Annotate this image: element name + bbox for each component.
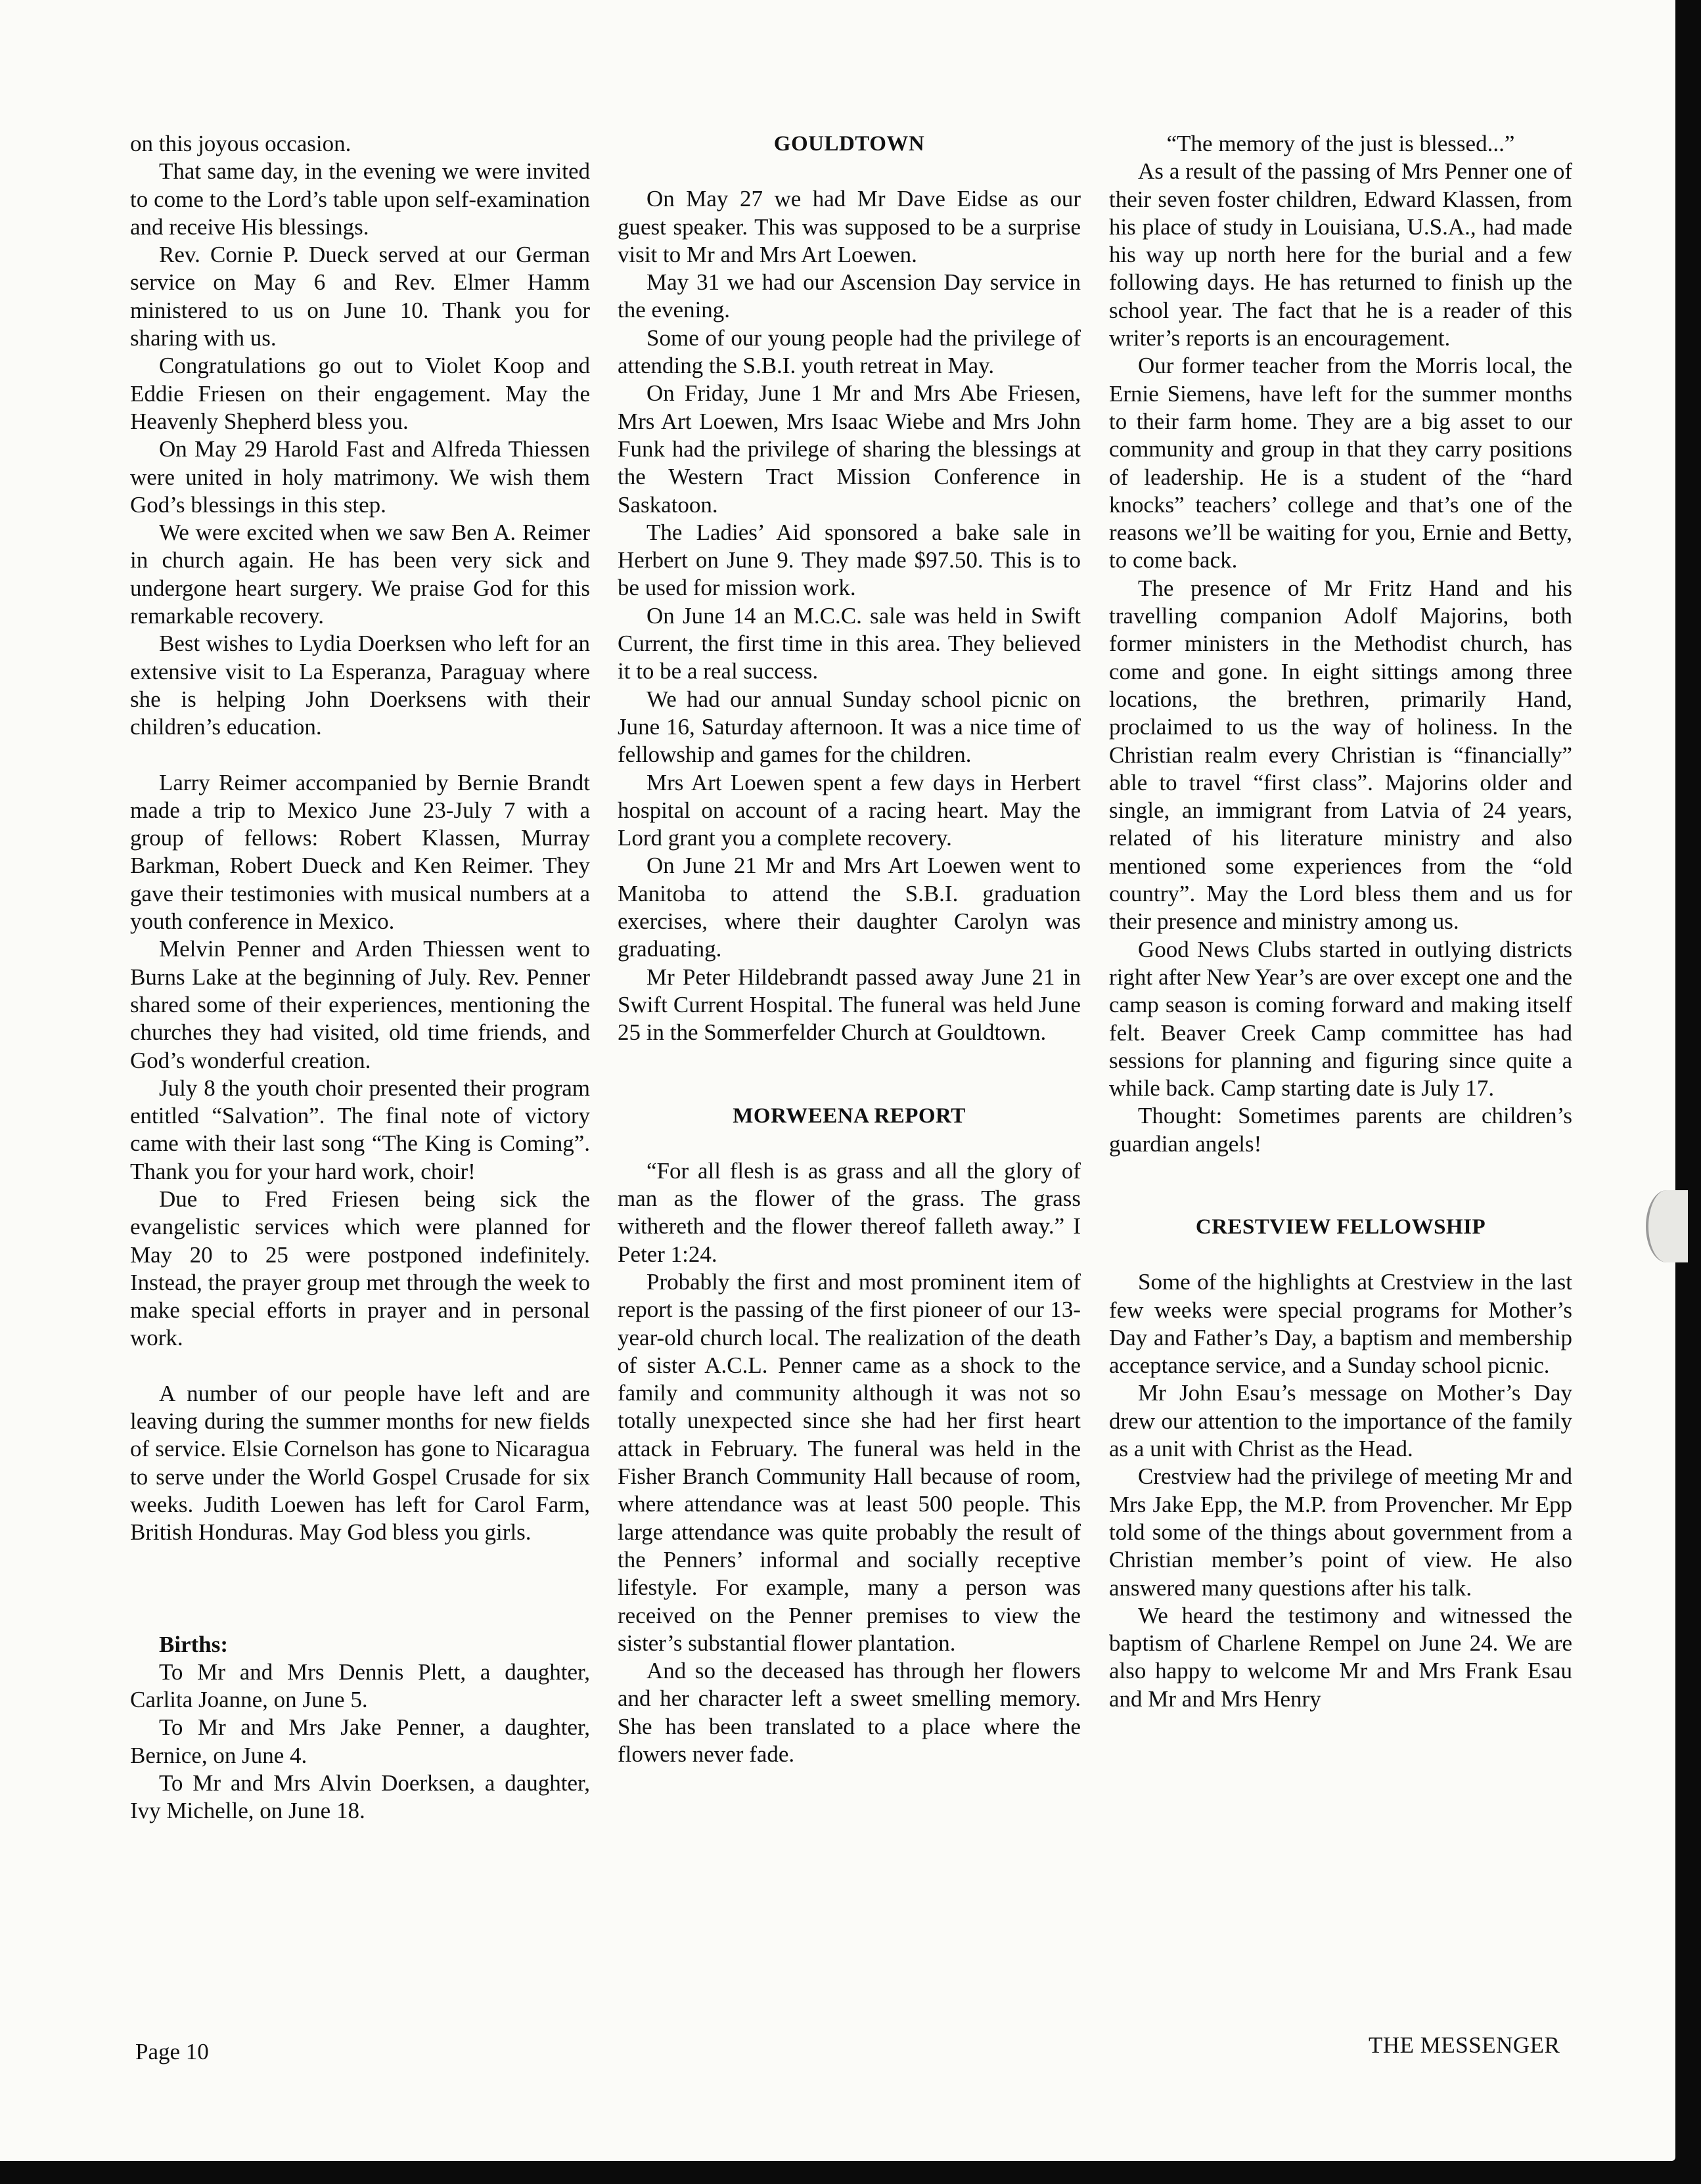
paragraph: We heard the testimony and witnessed the baptism of Charlene Rempel on June 24. We are also happy to welcome Mr and Mrs Frank Esau and Mr and Mrs Henry <box>1109 1602 1572 1712</box>
section-heading-gouldtown: GOULDTOWN <box>773 132 925 156</box>
spacer <box>1109 1241 1572 1268</box>
paragraph: Some of our young people had the privilege of attending the S.B.I. youth retreat in May. <box>618 324 1081 379</box>
paragraph: Larry Reimer accompanied by Bernie Brandt made a trip to Mexico June 23-July 7 with a group of fellows: Robert Klassen, Murray Barkman, Robert Dueck and Ken Reimer. They gave their testimonies with musical numbers at a youth conference in Mexico. <box>130 769 590 935</box>
spacer <box>130 742 590 769</box>
paragraph: On May 27 we had Mr Dave Eidse as our guest speaker. This was supposed to be a surprise visit to Mr and Mrs Art Loewen. <box>618 186 1081 267</box>
quotation: “The memory of the just is blessed...” <box>1166 131 1515 156</box>
paragraph: Probably the first and most prominent item of report is the passing of the first pioneer of our 13-year-old church local. The realization of the death of sister A.C.L. Penner came as a shock to the family and community although it was not so totally unexpected since she had her first heart attack in February. The funeral was held in the Fisher Branch Community Hall because of room, where attendance was at least 500 people. This large attendance was quite probably the result of the Penners’ informal and socially receptive lifestyle. For example, many a person was received on the Penner premises to view the sister’s substantial flower plantation. <box>618 1268 1081 1656</box>
paragraph: Rev. Cornie P. Dueck served at our German service on May 6 and Rev. Elmer Hamm ministered to us on June 10. Thank you for sharing with us. <box>130 242 590 351</box>
spacer <box>1109 1158 1572 1213</box>
paragraph: Good News Clubs started in outlying districts right after New Year’s are over except one and the camp season is coming forward and making itself felt. Beaver Creek Camp committee has had sessions for planning and figuring since quite a while back. Camp starting date is July 17. <box>1109 936 1572 1102</box>
paragraph: Mr John Esau’s message on Mother’s Day drew our attention to the importance of the family as a unit with Christ as the Head. <box>1109 1380 1572 1462</box>
spacer <box>130 1547 590 1631</box>
birth-announcement: To Mr and Mrs Dennis Plett, a daughter, Carlita Joanne, on June 5. <box>130 1659 590 1713</box>
paragraph: Crestview had the privilege of meeting Mr and Mrs Jake Epp, the M.P. from Provencher. Mr Epp told some of the things about government from a Christian member’s point of view. He also answered many questions after his talk. <box>1109 1463 1572 1601</box>
spacer <box>618 158 1081 185</box>
paragraph: May 31 we had our Ascension Day service in the evening. <box>618 269 1081 323</box>
paragraph: July 8 the youth choir presented their program entitled “Salvation”. The final note of victory came with their last song “The King is Coming”. Thank you for your hard work, choir! <box>130 1075 590 1184</box>
paragraph: “For all flesh is as grass and all the glory of man as the flower of the grass. The grass withereth and the flower thereof falleth away.” I Peter 1:24. <box>618 1157 1081 1267</box>
paragraph: That same day, in the evening we were invited to come to the Lord’s table upon self-examination and receive His blessings. <box>130 158 590 240</box>
paragraph: On May 29 Harold Fast and Alfreda Thiessen were united in holy matrimony. We wish them God’s blessings in this step. <box>130 436 590 518</box>
paragraph: We had our annual Sunday school picnic on June 16, Saturday afternoon. It was a nice time of fellowship and games for the children. <box>618 686 1081 768</box>
births-heading: Births: <box>159 1631 228 1657</box>
spacer <box>130 1352 590 1380</box>
paragraph: On June 21 Mr and Mrs Art Loewen went to Manitoba to attend the S.B.I. graduation exercises, where their daughter Carolyn was graduating. <box>618 853 1081 962</box>
paragraph: On Friday, June 1 Mr and Mrs Abe Friesen, Mrs Art Loewen, Mrs Isaac Wiebe and Mrs John Funk had the privilege of sharing the blessings at the Western Tract Mission Conference in Saskatoon. <box>618 380 1081 518</box>
column-left <box>130 130 590 1825</box>
paragraph: Congratulations go out to Violet Koop and Eddie Friesen on their engagement. May the Heavenly Shepherd bless you. <box>130 353 590 434</box>
spacer <box>618 1130 1081 1157</box>
paragraph: As a result of the passing of Mrs Penner one of their seven foster children, Edward Klassen, from his place of study in Louisiana, U.S.A., had made his way up north here for the burial and a few following days. He has returned to finish up the school year. The fact that he is a reader of this writer’s reports is an encouragement. <box>1109 158 1572 351</box>
section-heading-morweena: MORWEENA REPORT <box>733 1103 966 1128</box>
publication-name: THE MESSENGER <box>1369 2032 1560 2058</box>
column-right <box>1109 130 1572 1713</box>
paragraph: Some of the highlights at Crestview in the last few weeks were special programs for Mother’s Day and Father’s Day, a baptism and membership acceptance service, and a Sunday school picnic. <box>1109 1269 1572 1379</box>
birth-announcement: To Mr and Mrs Alvin Doerksen, a daughter, Ivy Michelle, on June 18. <box>130 1770 590 1824</box>
paragraph: We were excited when we saw Ben A. Reimer in church again. He has been very sick and undergone heart surgery. We praise God for this remarkable recovery. <box>130 520 590 629</box>
paragraph: on this joyous occasion. <box>130 131 352 156</box>
paragraph: Due to Fred Friesen being sick the evangelistic services which were planned for May 20 to 25 were postponed indefinitely. Instead, the prayer group met through the week to make special efforts in prayer and in personal work. <box>130 1186 590 1351</box>
binding-clip <box>1646 1190 1688 1262</box>
paragraph: Best wishes to Lydia Doerksen who left for an extensive visit to La Esperanza, Paraguay where she is helping John Doerksens with their children’s education. <box>130 631 590 740</box>
paragraph: Our former teacher from the Morris local, the Ernie Siemens, have left for the summer months to their farm home. They are a big asset to our community and group in that they carry positions of leadership. He is a student of the “hard knocks” teachers’ college and that’s one of the reasons we’ll be waiting for you, Ernie and Betty, to come back. <box>1109 353 1572 573</box>
paragraph: The presence of Mr Fritz Hand and his travelling companion Adolf Majorins, both former ministers in the Methodist church, has come and gone. In eight sittings among three locations, the brethren, primarily Hand, proclaimed to us the way of holiness. In the Christian realm every Christian is “financially” able to travel “first class”. Majorins older and single, an immigrant from Latvia of 24 years, related of his literature ministry and also mentioned some experiences from the “old country”. May the Lord bless them and us for their presence and ministry among us. <box>1109 575 1572 935</box>
column-middle <box>618 130 1081 1768</box>
paragraph: On June 14 an M.C.C. sale was held in Swift Current, the first time in this area. They believed it to be a real success. <box>618 602 1081 684</box>
page-number: Page 10 <box>135 2039 209 2064</box>
birth-announcement: To Mr and Mrs Jake Penner, a daughter, Bernice, on June 4. <box>130 1714 590 1768</box>
paragraph: A number of our people have left and are leaving during the summer months for new fields of service. Elsie Cornelson has gone to Nicaragua to serve under the World Gospel Crusade for six weeks. Judith Loewen has left for Carol Farm, British Honduras. May God bless you girls. <box>130 1380 590 1546</box>
section-heading-crestview: CRESTVIEW FELLOWSHIP <box>1195 1215 1486 1239</box>
spacer <box>618 1047 1081 1102</box>
paragraph: And so the deceased has through her flowers and her character left a sweet smelling memory. She has been translated to a place where the flowers never fade. <box>618 1658 1081 1768</box>
paragraph: Mrs Art Loewen spent a few days in Herbert hospital on account of a racing heart. May the Lord grant you a complete recovery. <box>618 769 1081 851</box>
paragraph: The Ladies’ Aid sponsored a bake sale in Herbert on June 9. They made $97.50. This is to be used for mission work. <box>618 519 1081 601</box>
paragraph: Melvin Penner and Arden Thiessen went to Burns Lake at the beginning of July. Rev. Penner shared some of their experiences, mentioning the churches they had visited, old time friends, and God’s wonderful creation. <box>130 936 590 1073</box>
paragraph: Mr Peter Hildebrandt passed away June 21 in Swift Current Hospital. The funeral was held June 25 in the Sommerfelder Church at Gouldtown. <box>618 964 1081 1046</box>
paragraph: Thought: Sometimes parents are children’s guardian angels! <box>1109 1103 1572 1157</box>
